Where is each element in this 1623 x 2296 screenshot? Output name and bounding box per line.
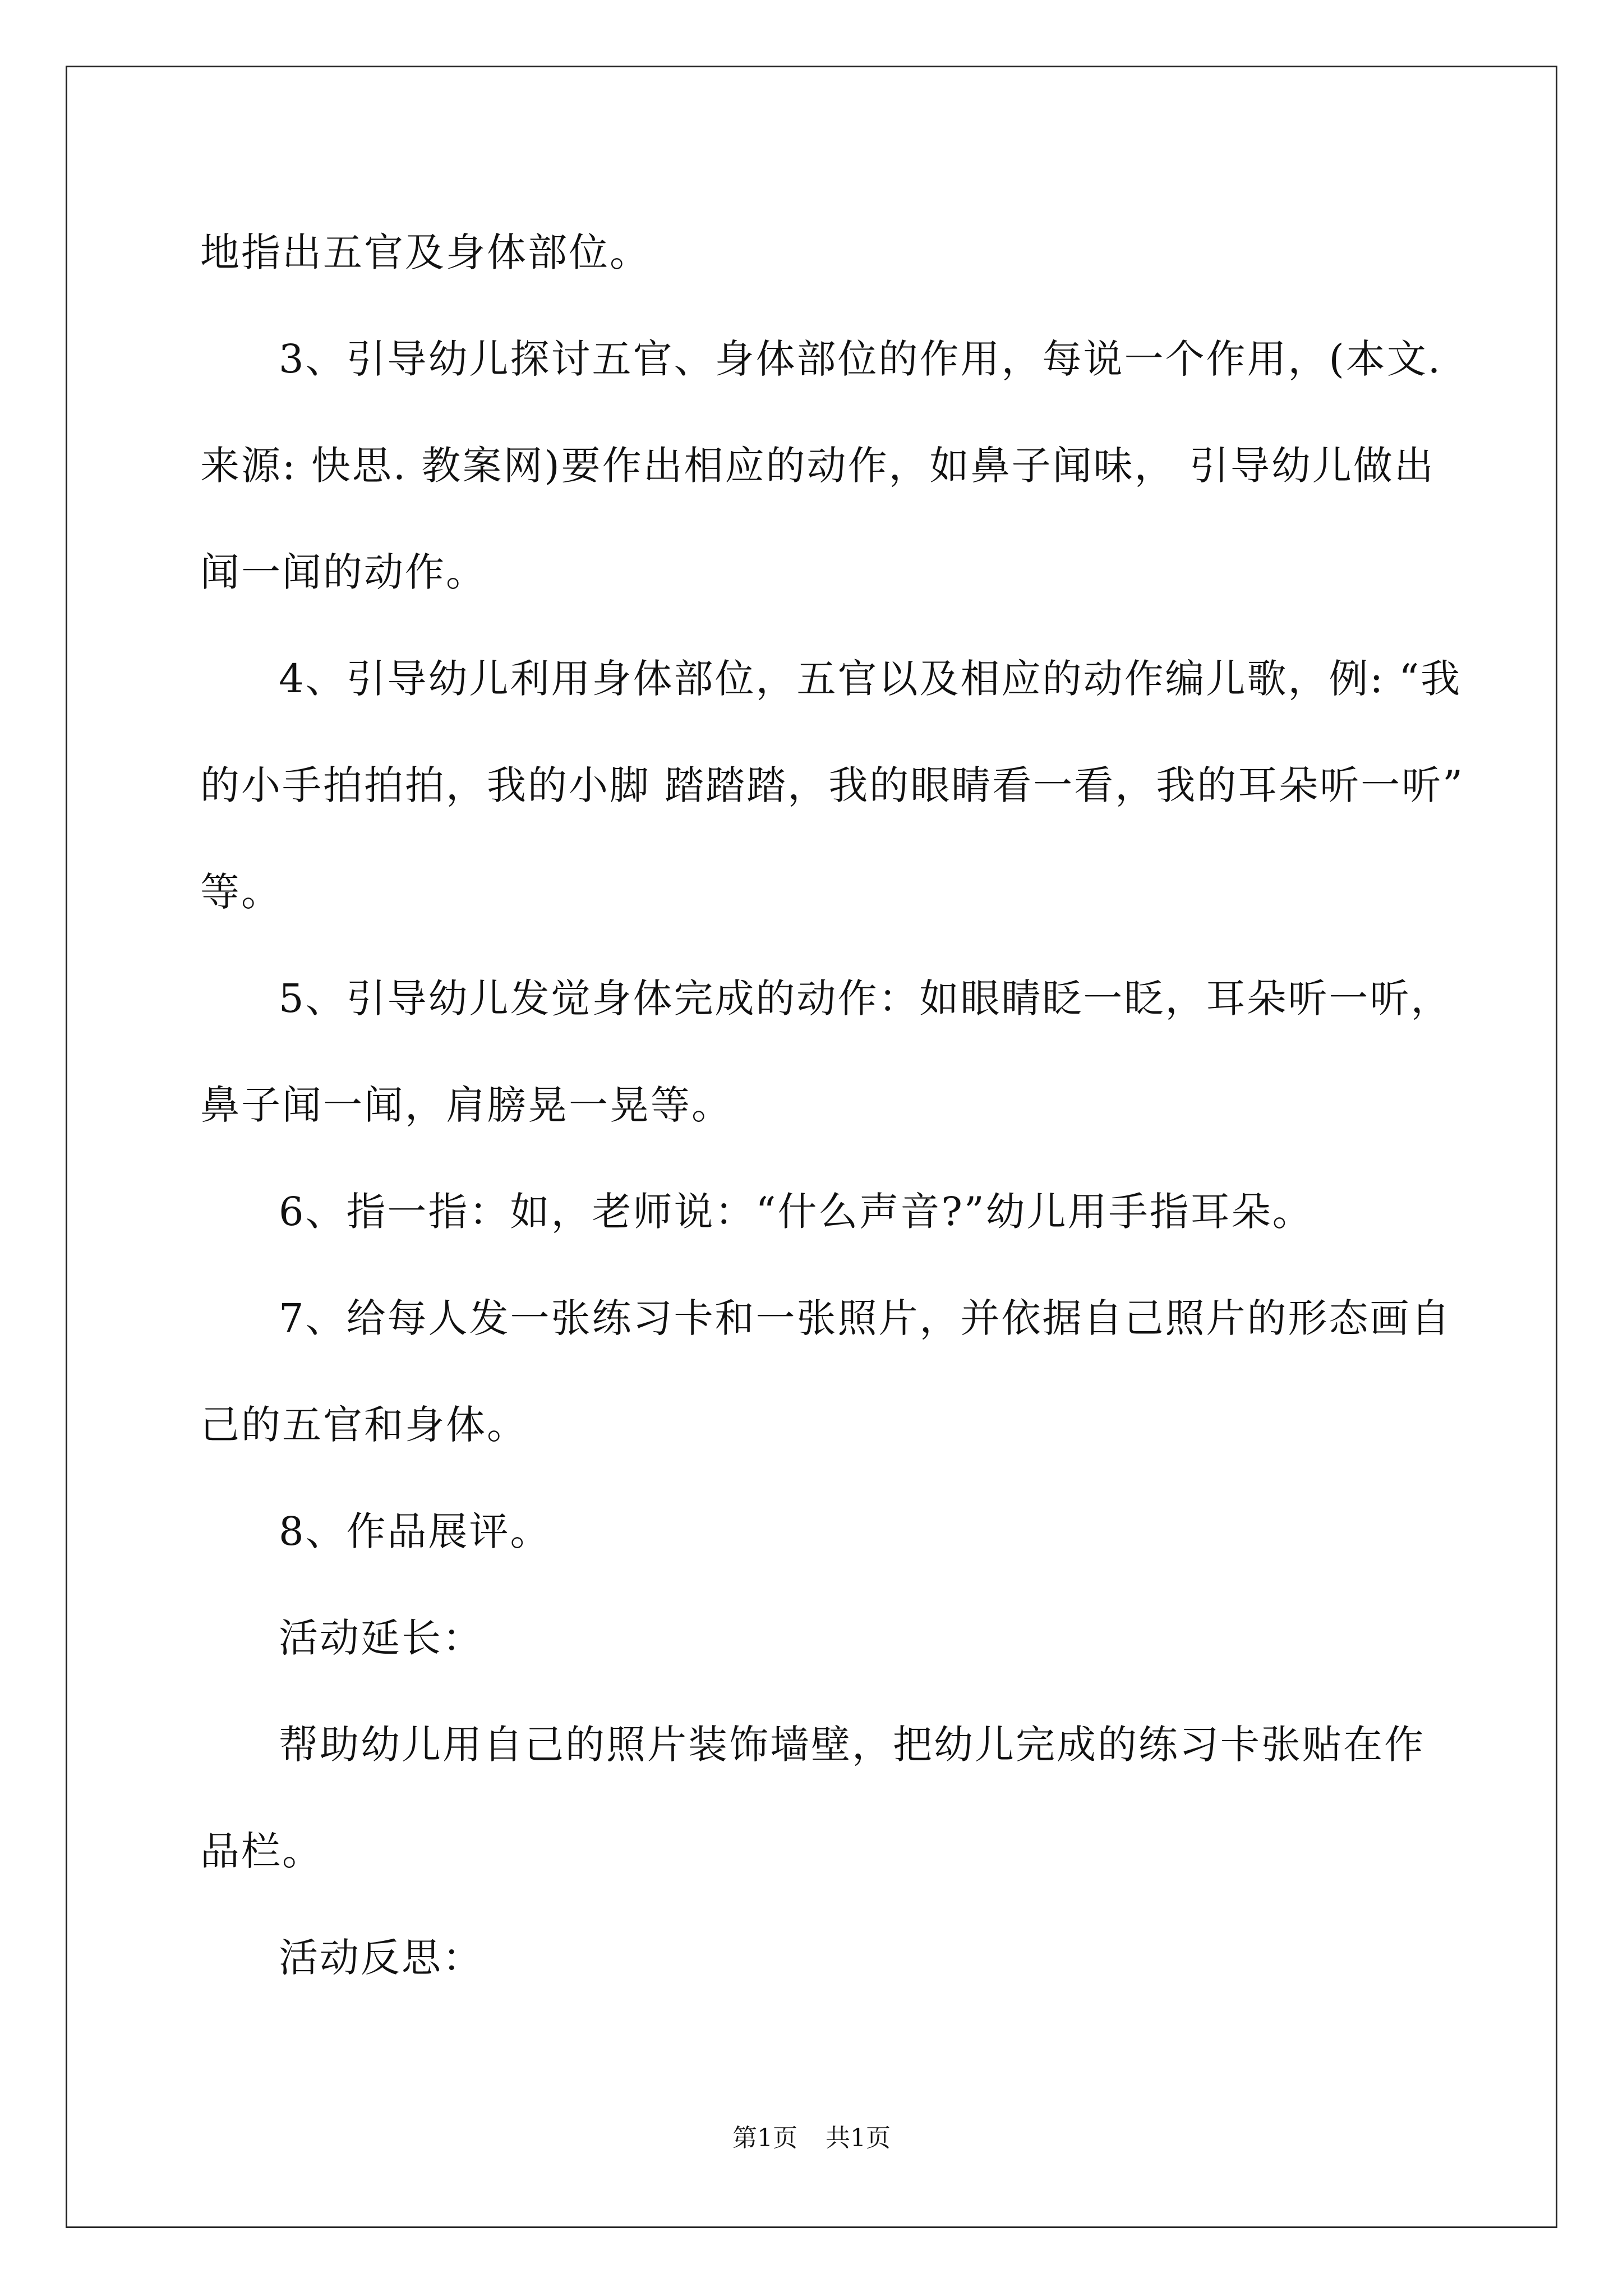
- text-line: 活动延长：: [279, 1615, 483, 1661]
- page-number: 第1页: [732, 2124, 797, 2152]
- text-line: 等。: [200, 869, 282, 915]
- page-footer: [0, 2122, 1623, 2155]
- text-line: 3、引导幼儿探讨五官、身体部位的作用，每说一个作用，(本文.: [279, 336, 1442, 382]
- text-line: 活动反思：: [279, 1935, 483, 1981]
- text-line: 品栏。: [200, 1828, 323, 1874]
- text-line: 帮助幼儿用自己的照片装饰墙壁，把幼儿完成的练习卡张贴在作: [279, 1722, 1425, 1768]
- text-line: 的小手拍拍拍，我的小脚 踏踏踏，我的眼睛看一看，我的耳朵听一听”: [200, 762, 1465, 808]
- text-line: 来源: 快思. 教案网)要作出相应的动作，如鼻子闻味， 引导幼儿做出: [200, 443, 1435, 489]
- text-line: 己的五官和身体。: [200, 1402, 528, 1448]
- page-total: 共1页: [826, 2124, 891, 2152]
- text-line: 鼻子闻一闻，肩膀晃一晃等。: [200, 1082, 732, 1128]
- text-line: 6、指一指：如，老师说：“什么声音?”幼儿用手指耳朵。: [279, 1189, 1313, 1235]
- text-line: 5、引导幼儿发觉身体完成的动作：如眼睛眨一眨，耳朵听一听，: [279, 976, 1452, 1022]
- text-line: 8、作品展评。: [279, 1508, 551, 1554]
- text-line: 地指出五官及身体部位。: [200, 229, 651, 275]
- text-line: 闻一闻的动作。: [200, 549, 487, 595]
- page-border: [66, 66, 1557, 2228]
- text-line: 4、引导幼儿利用身体部位，五官以及相应的动作编儿歌，例: “我: [279, 656, 1462, 702]
- text-line: 7、给每人发一张练习卡和一张照片，并依据自己照片的形态画自: [279, 1295, 1452, 1341]
